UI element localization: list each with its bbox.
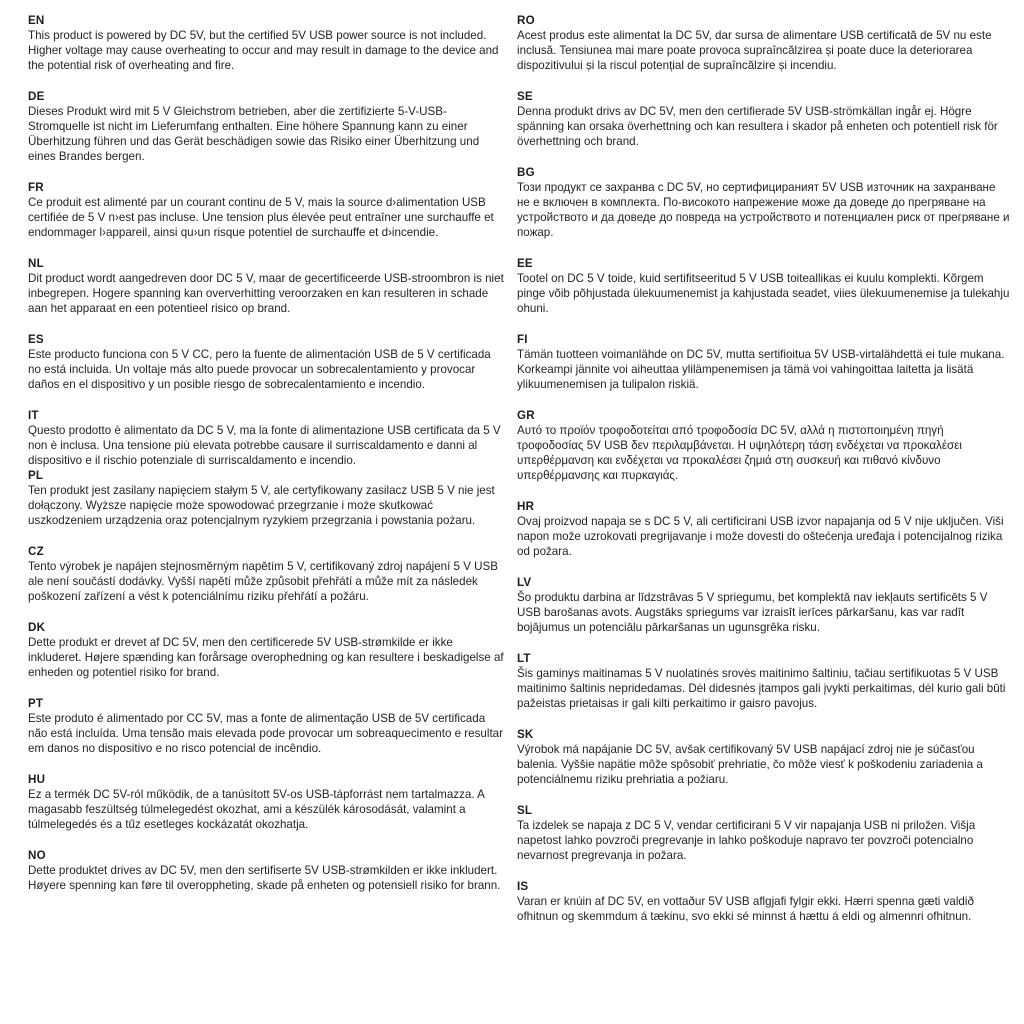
language-code-label: PT bbox=[28, 697, 44, 710]
language-section-lt bbox=[517, 651, 1010, 711]
language-section-fi bbox=[517, 332, 1010, 392]
language-section-no bbox=[28, 848, 506, 893]
language-code-label: BG bbox=[517, 166, 535, 179]
warning-text: Acest produs este alimentat la DC 5V, dar sursa de alimentare USB certificată de 5V nu este inclusă. Tensiunea mai mare poate provoca supraîncălzirea și poate duce la deteriorarea dispozitivului și la riscul potențial de supraîncălzire și incendiu. bbox=[517, 29, 992, 72]
language-code-label: GR bbox=[517, 409, 535, 422]
language-section-cz bbox=[28, 544, 506, 604]
warning-text: Tento výrobek je napájen stejnosměrným napětím 5 V, certifikovaný zdroj napájení 5 V USB ale není součástí dodávky. Vyšší napětí může způsobit přehřátí a může mít za následek poškození zařízení a vést k potenciálnímu riziku přehřátí a požáru. bbox=[28, 560, 499, 603]
language-code-label: DK bbox=[28, 621, 46, 634]
warning-text: Tämän tuotteen voimanlähde on DC 5V, mutta sertifioitua 5V USB-virtalähdettä ei tule mukana. Korkeampi jännite voi aiheuttaa ylilämpenemisen ja tämä voi vahingoittaa laitetta ja lisätä ylikuumenemisen ja tulipalon riskiä. bbox=[517, 348, 1005, 391]
language-code-label: IT bbox=[28, 409, 39, 422]
language-section-gr bbox=[517, 408, 1010, 483]
warning-text: Ten produkt jest zasilany napięciem stałym 5 V, ale certyfikowany zasilacz USB 5 V nie jest dołączony. Wyższe napięcie może spowodować przegrzanie i może skutkować uszkodzeniem urządzenia oraz potencjalnym ryzykiem przegrzania i powstania pożaru. bbox=[28, 484, 495, 527]
warning-text: Dette produktet drives av DC 5V, men den sertifiserte 5V USB-strømkilden er ikke inkludert. Høyere spenning kan føre til overoppheting, skade på enheten og potensiell risiko for brann. bbox=[28, 864, 501, 892]
language-section-pt bbox=[28, 696, 506, 756]
language-code-label: SK bbox=[517, 728, 534, 741]
language-section-dk bbox=[28, 620, 506, 680]
warning-text: Ez a termék DC 5V-ról működik, de a tanúsított 5V-os USB-tápforrást nem tartalmazza. A magasabb feszültség túlmelegedést okozhat, ami a készülék károsodását, valamint a túlmelegedés és a tűz esetleges kockázatát okozhatja. bbox=[28, 788, 485, 831]
language-code-label: FI bbox=[517, 333, 528, 346]
warning-text: Este producto funciona con 5 V CC, pero la fuente de alimentación USB de 5 V certificada no está incluida. Un voltaje más alto puede provocar un sobrecalentamiento y provocar daños en el dispositivo y un posible riesgo de sobrecalentamiento e incendio. bbox=[28, 348, 491, 391]
warning-text: Ovaj proizvod napaja se s DC 5 V, ali certificirani USB izvor napajanja od 5 V nije uključen. Viši napon može uzrokovati pregrijavanje i može dovesti do oštećenja uređaja i potencijalnog rizika od požara. bbox=[517, 515, 1004, 558]
warning-text: This product is powered by DC 5V, but the certified 5V USB power source is not included. Higher voltage may cause overheating to occur and may result in damage to the device and the potential risk of overheating and fire. bbox=[28, 29, 499, 72]
warning-text: Denna produkt drivs av DC 5V, men den certifierade 5V USB-strömkällan ingår ej. Högre spänning kan orsaka överhettning och kan resultera i skador på enheten och potentiell risk för överhettning och brand. bbox=[517, 105, 998, 148]
language-section-pl bbox=[28, 468, 506, 528]
language-section-is bbox=[517, 879, 1010, 924]
left-column bbox=[28, 13, 506, 1024]
warning-text: Questo prodotto è alimentato da DC 5 V, ma la fonte di alimentazione USB certificata da 5 V non è inclusa. Una tensione più elevata potrebbe causare il surriscaldamento e danni al dispositivo e il rischio potenziale di surriscaldamento e incendio. bbox=[28, 424, 501, 467]
language-section-fr bbox=[28, 180, 506, 240]
language-code-label: HR bbox=[517, 500, 535, 513]
language-section-es bbox=[28, 332, 506, 392]
warning-text: Ta izdelek se napaja z DC 5 V, vendar certificirani 5 V vir napajanja USB ni priložen. Višja napetost lahko povzroči pregrevanje in lahko poškoduje napravo ter povzroči potencialno nevarnost pregrevanja in požara. bbox=[517, 819, 976, 862]
language-code-label: LV bbox=[517, 576, 532, 589]
language-section-en bbox=[28, 13, 506, 73]
language-code-label: NO bbox=[28, 849, 46, 862]
language-code-label: PL bbox=[28, 469, 44, 482]
warning-text: Αυτό το προϊόν τροφοδοτείται από τροφοδοσία DC 5V, αλλά η πιστοποιημένη πηγή τροφοδοσίας 5V USB δεν περιλαμβάνεται. Η υψηλότερη τάση ενδέχεται να προκαλέσει υπερθέρμανση και ενδέχεται να προκαλέσει ζημιά στη συσκευή και πιθανό κίνδυνο υπερθέρμανσης και πυρκαγιάς. bbox=[517, 424, 962, 482]
language-section-hu bbox=[28, 772, 506, 832]
warning-text: Ce produit est alimenté par un courant continu de 5 V, mais la source d›alimentation USB certifiée de 5 V n›est pas incluse. Une tension plus élevée peut entraîner une surchauffe et endommager l›appareil, ainsi qu›un risque potentiel de surchauffe et d›incendie. bbox=[28, 196, 494, 239]
warning-text: Varan er knúin af DC 5V, en vottaður 5V USB aflgjafi fylgir ekki. Hærri spenna gæti valdið ofhitnun og skemmdum á tækinu, svo ekki sé minnst á hættu á eldi og almennri ofhitnun. bbox=[517, 895, 974, 923]
warning-text: Este produto é alimentado por CC 5V, mas a fonte de alimentação USB de 5V certificada não está incluída. Uma tensão mais elevada pode provocar um sobreaquecimento e resultar em danos no dispositivo e no risco potencial de incêndio. bbox=[28, 712, 503, 755]
language-section-nl bbox=[28, 256, 506, 316]
warning-text: Výrobok má napájanie DC 5V, avšak certifikovaný 5V USB napájací zdroj nie je súčasťou balenia. Vyššie napätie môže spôsobiť prehriatie, čo môže viesť k poškodeniu zariadenia a potenciálnemu riziku prehriatia a požiaru. bbox=[517, 743, 983, 786]
language-code-label: IS bbox=[517, 880, 529, 893]
warning-text: Dieses Produkt wird mit 5 V Gleichstrom betrieben, aber die zertifizierte 5-V-USB-Stromquelle ist nicht im Lieferumfang enthalten. Eine höhere Spannung kann zu einer Überhitzung führen und das Gerät beschädigen sowie das Risiko einer Überhitzung und eines Brandes bergen. bbox=[28, 105, 480, 163]
language-section-hr bbox=[517, 499, 1010, 559]
language-section-ee bbox=[517, 256, 1010, 316]
language-section-ro bbox=[517, 13, 1010, 73]
language-code-label: HU bbox=[28, 773, 46, 786]
language-section-bg bbox=[517, 165, 1010, 240]
language-section-lv bbox=[517, 575, 1010, 635]
language-code-label: LT bbox=[517, 652, 531, 665]
language-section-de bbox=[28, 89, 506, 164]
warning-text: Dette produkt er drevet af DC 5V, men den certificerede 5V USB-strømkilde er ikke inkluderet. Højere spænding kan forårsage overophedning og kan resultere i beskadigelse af enheden og potentiel risiko for brand. bbox=[28, 636, 504, 679]
language-code-label: DE bbox=[28, 90, 45, 103]
warning-text: Šo produktu darbina ar līdzstrāvas 5 V spriegumu, bet komplektā nav iekļauts sertificēts 5 V USB barošanas avots. Augstāks spriegums var izraisīt ierīces pārkaršanu, kas var radīt bojājumus un potenciālu pārkaršanas un ugunsgrēka risku. bbox=[517, 591, 988, 634]
language-code-label: RO bbox=[517, 14, 535, 27]
warning-text: Dit product wordt aangedreven door DC 5 V, maar de gecertificeerde USB-stroombron is niet inbegrepen. Hogere spanning kan oververhitting veroorzaken en kan resulteren in schade aan het apparaat en een potentieel risico op brand. bbox=[28, 272, 504, 315]
warning-text: Този продукт се захранва с DC 5V, но сертифицираният 5V USB източник на захранване не е включен в комплекта. По-високото напрежение може да доведе до прегряване на устройството и да доведе до повреда на устройството и потенциален риск от прегряване и пожар. bbox=[517, 181, 1010, 239]
language-section-se bbox=[517, 89, 1010, 149]
language-code-label: CZ bbox=[28, 545, 44, 558]
language-section-sk bbox=[517, 727, 1010, 787]
language-code-label: NL bbox=[28, 257, 44, 270]
right-column bbox=[517, 13, 1010, 1024]
language-code-label: FR bbox=[28, 181, 44, 194]
language-section-it bbox=[28, 408, 506, 468]
warning-text: Šis gaminys maitinamas 5 V nuolatinės srovės maitinimo šaltiniu, tačiau sertifikuotas 5 V USB maitinimo šaltinis nepridedamas. Dėl didesnės įtampos gali įvykti perkaitimas, dėl kurio gali būti pažeistas prietaisas ir gali kilti perkaitimo ir gaisro pavojus. bbox=[517, 667, 1006, 710]
language-code-label: SE bbox=[517, 90, 533, 103]
language-code-label: EE bbox=[517, 257, 533, 270]
language-code-label: SL bbox=[517, 804, 533, 817]
language-section-sl bbox=[517, 803, 1010, 863]
language-code-label: ES bbox=[28, 333, 44, 346]
warning-text: Tootel on DC 5 V toide, kuid sertifitseeritud 5 V USB toiteallikas ei kuulu komplekti. Kõrgem pinge võib põhjustada ülekuumenemist ja kahjustada seadet, viies ülekuumenemise ja tulekahju ohuni. bbox=[517, 272, 1010, 315]
language-code-label: EN bbox=[28, 14, 45, 27]
